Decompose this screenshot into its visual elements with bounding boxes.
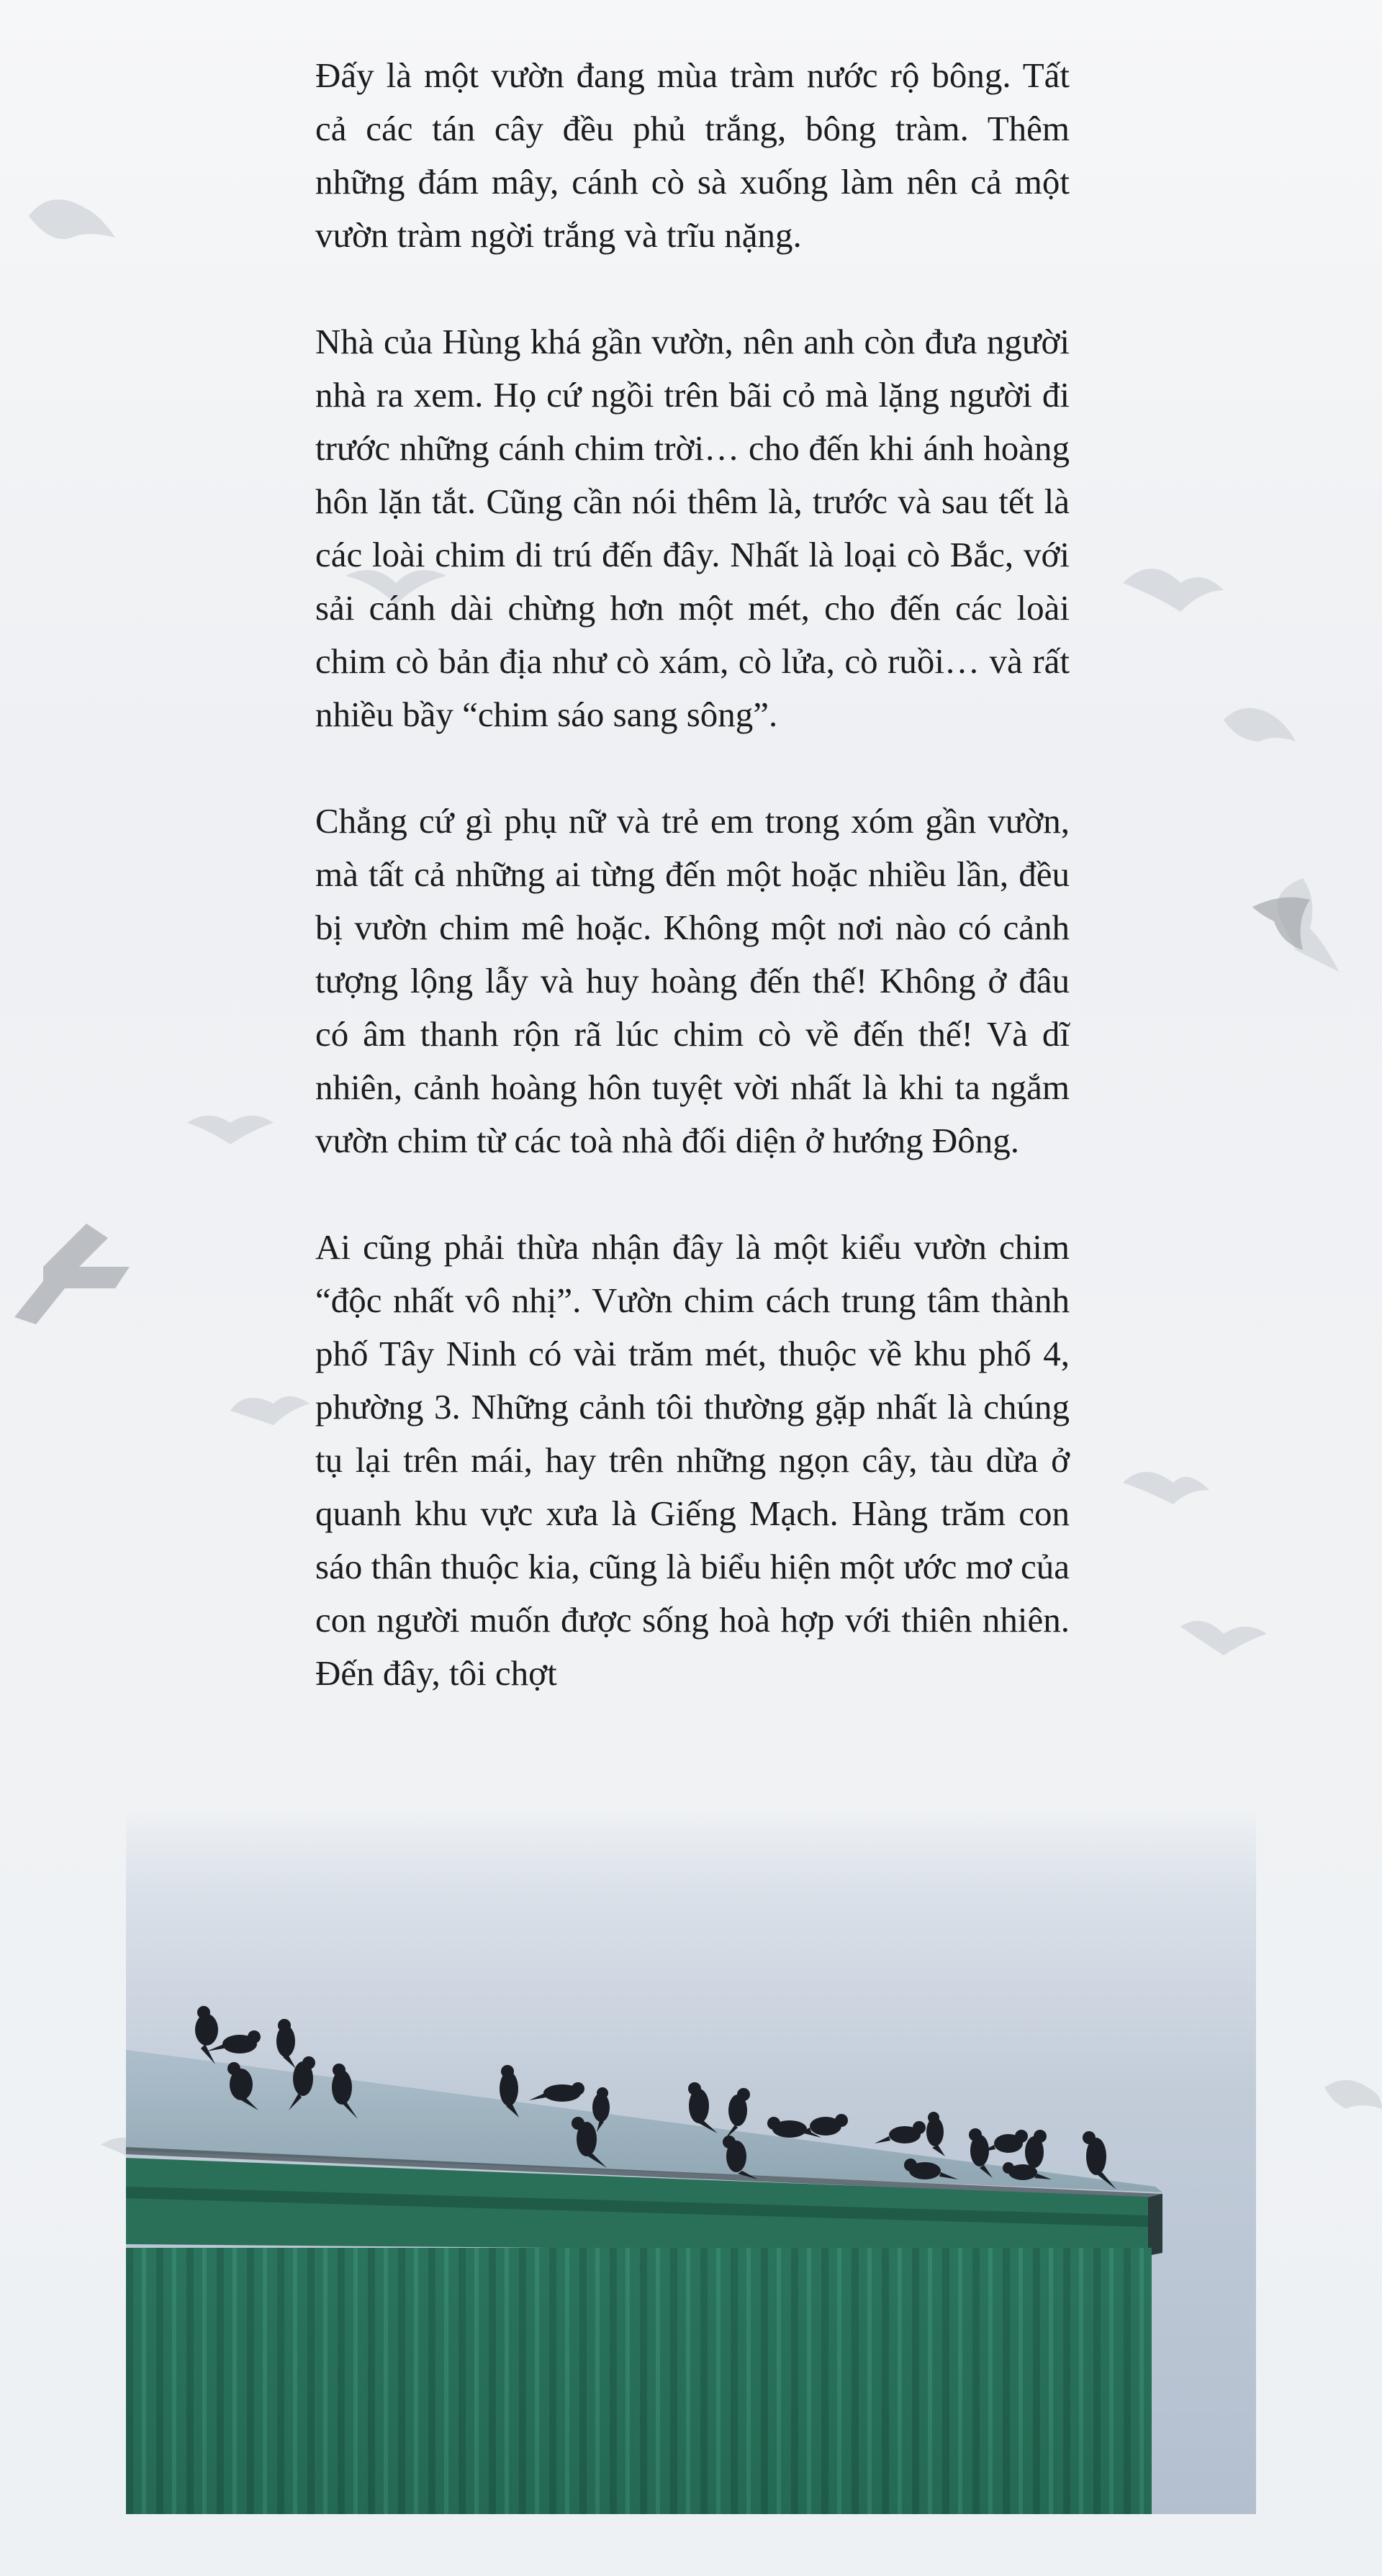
article-body	[315, 49, 1070, 1753]
starlings-on-roof-photo	[126, 1812, 1256, 2514]
paragraph-3: Chẳng cứ gì phụ nữ và trẻ em trong xóm gần vườn, mà tất cả những ai từng đến một hoặc nhiều lần, đều bị vườn chim mê hoặc. Không một nơi nào có cảnh tượng lộng lẫy và huy hoàng đến thế! Không ở đâu có âm thanh rộn rã lúc chim cò về đến thế! Và dĩ nhiên, cảnh hoàng hôn tuyệt vời nhất là khi ta ngắm vườn chim từ các toà nhà đối diện ở hướng Đông.	[315, 801, 1070, 1160]
flying-bird-1	[29, 199, 115, 239]
paragraph-1: Đấy là một vườn đang mùa tràm nước rộ bông. Tất cả các tán cây đều phủ trắng, bông tràm. Thêm những đám mây, cánh cò sà xuống làm nên cả một vườn tràm ngời trắng và trĩu nặng.	[315, 55, 1070, 255]
flying-bird-7	[230, 1396, 310, 1425]
flying-bird-8	[1123, 1472, 1209, 1504]
flying-bird-12	[14, 1224, 130, 1324]
paragraph-4: Ai cũng phải thừa nhận đây là một kiểu vườn chim “độc nhất vô nhị”. Vườn chim cách trung tâm thành phố Tây Ninh có vài trăm mét, thuộc về khu phố 4, phường 3. Những cảnh tôi thường gặp nhất là chúng tụ lại trên mái, hay trên những ngọn cây, tàu dừa ở quanh khu vực xưa là Giếng Mạch. Hàng trăm con sáo thân thuộc kia, cũng là biểu hiện một ước mơ của con người muốn được sống hoà hợp với thiên nhiên. Đến đây, tôi chợt	[315, 1227, 1070, 1693]
flying-bird-6	[187, 1116, 274, 1144]
photo-illustration	[126, 1812, 1256, 2514]
flying-bird-10	[1324, 2080, 1382, 2109]
flying-bird-9	[1180, 1621, 1267, 1655]
flying-bird-3	[1123, 569, 1224, 612]
flying-bird-4	[1224, 708, 1296, 741]
roof-end-cap	[1148, 2194, 1162, 2256]
paragraph-2: Nhà của Hùng khá gần vườn, nên anh còn đưa người nhà ra xem. Họ cứ ngồi trên bãi cỏ mà lặng người đi trước những cánh chim trời… cho đến khi ánh hoàng hôn lặn tắt. Cũng cần nói thêm là, trước và sau tết là các loài chim di trú đến đây. Nhất là loại cò Bắc, với sải cánh dài chừng hơn một mét, cho đến các loài chim cò bản địa như cò xám, cò lửa, cò ruồi… và rất nhiều bầy “chim sáo sang sông”.	[315, 322, 1070, 734]
